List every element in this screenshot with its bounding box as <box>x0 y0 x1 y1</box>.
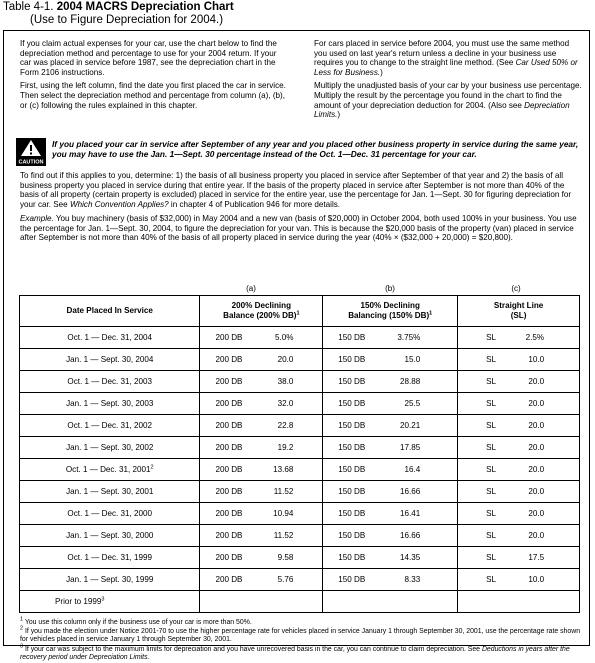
table-header-row <box>20 296 580 327</box>
150db-cell <box>323 591 458 613</box>
table-row <box>20 371 580 393</box>
intro-right-column <box>314 39 584 124</box>
200db-cell: 200 DB 38.0 <box>200 371 323 393</box>
table-row <box>20 415 580 437</box>
200db-cell: 200 DB 11.52 <box>200 481 323 503</box>
sl-cell: SL 20.0 <box>458 393 580 415</box>
sl-cell: SL 20.0 <box>458 437 580 459</box>
intro-right-paragraph: For cars placed in service before 2004, you must use the same method you used on last year's return unless a decline in your business use requires you to change to the straight line method. (See Car Used 50% or Less for Business.) <box>314 39 578 77</box>
caution-label: CAUTION <box>18 159 44 166</box>
sl-cell: SL 10.0 <box>458 569 580 591</box>
150db-cell: 150 DB 28.88 <box>323 371 458 393</box>
title-subtitle: (Use to Figure Depreciation for 2004.) <box>30 14 224 26</box>
header-150db: 150% Declining Balancing (150% DB)$^1$ <box>323 296 458 327</box>
table-row <box>20 503 580 525</box>
date-cell: Oct. 1 — Dec. 31, 1999 <box>20 547 200 569</box>
title-main: 2004 MACRS Depreciation Chart <box>56 1 234 13</box>
intro-left-paragraph: If you claim actual expenses for your car, use the chart below to find the depreciation method and percentage to use for your 2004 return. If your car was placed in service before 1987, see the depreciation chart in the Form 2106 instructions. <box>20 39 277 77</box>
example-paragraph: Example. You buy machinery (basis of $32,000) in May 2004 and a new van (basis of $20,000) in October 2004, both used 100% in your business. You use the percentage for Jan. 1—Sept. 30, 2004, to figure the depreciation for your van. This is because the $20,000 basis of the property (van) placed in service after September is not more than 40% of the basis of all property placed in service during the year (40% × ($32,000 + 20,000) = $20,800). <box>20 213 577 243</box>
200db-cell: 200 DB 11.52 <box>200 525 323 547</box>
200db-cell: 200 DB 5.0% <box>200 327 323 349</box>
200db-cell: 200 DB 22.8 <box>200 415 323 437</box>
150db-cell: 150 DB 16.66 <box>323 481 458 503</box>
table-row <box>20 591 580 613</box>
table-row <box>20 569 580 591</box>
sl-cell: SL 20.0 <box>458 371 580 393</box>
sl-cell <box>458 591 580 613</box>
200db-cell: 200 DB 20.0 <box>200 349 323 371</box>
date-cell: Jan. 1 — Sept. 30, 2002 <box>20 437 200 459</box>
sl-cell: SL 2.5% <box>458 327 580 349</box>
table-row <box>20 459 580 481</box>
150db-cell: 150 DB 16.66 <box>323 525 458 547</box>
sl-cell: SL 10.0 <box>458 349 580 371</box>
150db-cell: 150 DB 8.33 <box>323 569 458 591</box>
footnote: $^1$ You use this column only if the business use of your car is more than 50%. <box>20 616 252 626</box>
table-row <box>20 393 580 415</box>
explanation-paragraph: To find out if this applies to you, determine: 1) the basis of all business property you placed in service after September of that year and 2) the basis of all business property you placed in service during that entire year. If the basis of the property placed in service after September is not more than 40% of the basis of all property (certain property is excluded) placed in service for the entire year, use the percentage for Jan. 1—Sept. 30 for figuring depreciation for your car. See Which Convention Applies? in chapter 4 of Publication 946 for more details. <box>20 171 572 210</box>
date-cell: Jan. 1 — Sept. 30, 2001 <box>20 481 200 503</box>
date-cell: Jan. 1 — Sept. 30, 2003 <box>20 393 200 415</box>
table-row <box>20 525 580 547</box>
200db-cell: 200 DB 10.94 <box>200 503 323 525</box>
table-row <box>20 437 580 459</box>
200db-cell: 200 DB 19.2 <box>200 437 323 459</box>
150db-cell: 150 DB 25.5 <box>323 393 458 415</box>
200db-cell: 200 DB 9.58 <box>200 547 323 569</box>
sl-cell: SL 20.0 <box>458 503 580 525</box>
150db-cell: 150 DB 16.4 <box>323 459 458 481</box>
intro-left-column <box>20 39 288 114</box>
header-sl: Straight Line (SL) <box>458 296 580 327</box>
150db-cell: 150 DB 15.0 <box>323 349 458 371</box>
table-title <box>3 1 234 27</box>
date-cell: Prior to 1999$^3$ <box>20 591 200 613</box>
explanation-text <box>20 171 582 247</box>
sl-cell: SL 20.0 <box>458 525 580 547</box>
200db-cell: 200 DB 32.0 <box>200 393 323 415</box>
150db-cell: 150 DB 14.35 <box>323 547 458 569</box>
column-letter-b: (b) <box>385 284 395 293</box>
sl-cell: SL 20.0 <box>458 481 580 503</box>
sl-cell: SL 20.0 <box>458 459 580 481</box>
date-cell: Oct. 1 — Dec. 31, 2001$^2$ <box>20 459 200 481</box>
150db-cell: 150 DB 3.75% <box>323 327 458 349</box>
date-cell: Oct. 1 — Dec. 31, 2003 <box>20 371 200 393</box>
sl-cell: SL 17.5 <box>458 547 580 569</box>
header-200db: 200% Declining Balance (200% DB)$^1$ <box>200 296 323 327</box>
footnote: $^3$ If your car was subject to the maximum limits for depreciation and you have unrecovered basis in the car, you can continue to claim depreciation. See Deductions in years after the recovery period under Depreciation Limits. <box>20 643 570 661</box>
date-cell: Jan. 1 — Sept. 30, 2004 <box>20 349 200 371</box>
footnote: $^2$ If you made the election under Notice 2001-70 to use the higher percentage rate for vehicles placed in service January 1 through September 30, 2001, use the percentage rate shown for vehicles placed in service January 1 through September 30, 2001. <box>20 625 581 644</box>
column-letter-c: (c) <box>511 284 521 293</box>
table-row <box>20 481 580 503</box>
header-date: Date Placed In Service <box>20 296 200 327</box>
200db-cell: 200 DB 13.68 <box>200 459 323 481</box>
sl-cell: SL 20.0 <box>458 415 580 437</box>
150db-cell: 150 DB 17.85 <box>323 437 458 459</box>
150db-cell: 150 DB 16.41 <box>323 503 458 525</box>
caution-icon <box>16 138 46 166</box>
intro-right-paragraph: Multiply the unadjusted basis of your car by your business use percentage. Multiply the result by the percentage you found in the chart to find the amount of your depreciation deduction for 2004. (Also see Depreciation Limits.) <box>314 81 582 120</box>
table-frame <box>3 30 590 661</box>
title-prefix: Table 4-1. <box>3 1 54 13</box>
footnotes <box>20 616 585 663</box>
date-cell: Jan. 1 — Sept. 30, 1999 <box>20 569 200 591</box>
caution-text: If you placed your car in service after September of any year and you placed other business property in service during the same year, you may have to use the Jan. 1—Sept. 30 percentage instead of the Oct. 1—Dec. 31 percentage for your car. <box>52 139 579 159</box>
200db-cell: 200 DB 5.76 <box>200 569 323 591</box>
date-cell: Oct. 1 — Dec. 31, 2000 <box>20 503 200 525</box>
table-row <box>20 349 580 371</box>
table-row <box>20 327 580 349</box>
column-letter-a: (a) <box>246 284 256 293</box>
depreciation-table <box>19 295 580 613</box>
date-cell: Oct. 1 — Dec. 31, 2002 <box>20 415 200 437</box>
150db-cell: 150 DB 20.21 <box>323 415 458 437</box>
date-cell: Jan. 1 — Sept. 30, 2000 <box>20 525 200 547</box>
intro-left-paragraph: First, using the left column, find the date you first placed the car in service. Then select the depreciation method and percentage from column (a), (b), or (c) following the rules explained in this chapter. <box>20 81 286 110</box>
200db-cell <box>200 591 323 613</box>
table-row <box>20 547 580 569</box>
date-cell: Oct. 1 — Dec. 31, 2004 <box>20 327 200 349</box>
